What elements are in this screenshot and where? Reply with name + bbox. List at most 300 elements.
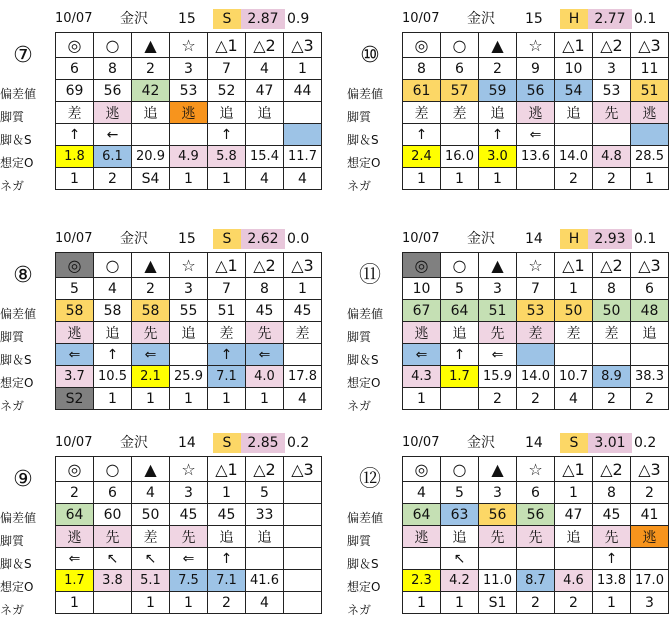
negative-row: [56, 388, 322, 410]
running-style-cell: 追: [441, 526, 479, 548]
horse-number-cell: 1: [284, 278, 322, 300]
race-header: [55, 6, 315, 32]
race-header: [402, 430, 662, 456]
negative-cell: 1: [479, 168, 517, 190]
score-row: [56, 80, 322, 102]
mark-cell: ☆: [517, 253, 555, 278]
odds-cell: 7.5: [170, 570, 208, 592]
row-label-score: 偏差値: [347, 511, 384, 525]
score-cell: 64: [56, 504, 94, 526]
mark-cell: △1: [208, 33, 246, 58]
odds-row: [56, 570, 322, 592]
mark-cell: △2: [246, 457, 284, 482]
running-style-cell: 差: [284, 322, 322, 344]
pace-cell: [555, 124, 593, 146]
running-style-cell: 先: [94, 526, 132, 548]
pace-cell: [170, 124, 208, 146]
score-cell: 51: [208, 300, 246, 322]
odds-cell: 17.0: [631, 570, 669, 592]
negative-cell: 4: [284, 388, 322, 410]
odds-cell: 8.9: [593, 366, 631, 388]
pace-cell: ↑: [208, 124, 246, 146]
negative-cell: 1: [631, 168, 669, 190]
score-cell: 45: [593, 504, 631, 526]
mark-cell: ◎: [403, 33, 441, 58]
running-style-row: [403, 526, 669, 548]
score-cell: 47: [555, 504, 593, 526]
horse-number-cell: 9: [517, 58, 555, 80]
horse-number-cell: 7: [208, 58, 246, 80]
negative-cell: 1: [132, 592, 170, 614]
row-label-nega: ネガ: [347, 179, 372, 193]
negative-cell: 4: [246, 592, 284, 614]
row-label-style: 脚質: [347, 534, 372, 548]
row-label-pace: 脚＆S: [0, 353, 32, 367]
score-cell: 69: [56, 80, 94, 102]
score-cell: 53: [593, 80, 631, 102]
running-style-cell: 差: [132, 526, 170, 548]
horse-number-cell: 8: [246, 278, 284, 300]
race-header: [55, 430, 315, 456]
negative-cell: 4: [284, 168, 322, 190]
track-condition-badge: S: [213, 229, 241, 249]
horse-number-cell: 2: [631, 482, 669, 504]
score-cell: 50: [132, 504, 170, 526]
mark-cell: ○: [94, 33, 132, 58]
mark-cell: △3: [284, 253, 322, 278]
negative-cell: 1: [441, 592, 479, 614]
score-cell: 60: [94, 504, 132, 526]
pace-cell: [284, 548, 322, 570]
odds-cell: 3.8: [94, 570, 132, 592]
row-label-style: 脚質: [347, 330, 372, 344]
mark-cell: △2: [246, 33, 284, 58]
pace-row: [56, 124, 322, 146]
race-index-diff: 0.2: [287, 435, 310, 451]
race-number: ⑩: [360, 43, 380, 68]
horse-number-cell: 5: [246, 482, 284, 504]
negative-row: [56, 592, 322, 614]
race-card: [347, 430, 664, 617]
mark-cell: ☆: [170, 33, 208, 58]
negative-cell: 1: [403, 388, 441, 410]
odds-cell: 7.1: [208, 366, 246, 388]
race-index-diff: 0.1: [634, 231, 657, 247]
race-grid: [55, 252, 322, 410]
mark-cell: ☆: [170, 457, 208, 482]
row-label-odds: 想定O: [0, 376, 34, 390]
row-label-nega: ネガ: [0, 399, 25, 413]
score-cell: 53: [517, 300, 555, 322]
horse-number-cell: 1: [555, 278, 593, 300]
odds-cell: 38.3: [631, 366, 669, 388]
mark-row: [56, 457, 322, 482]
horse-number-cell: 2: [56, 482, 94, 504]
race-distance: 15: [178, 11, 196, 27]
race-course: 金沢: [120, 435, 148, 451]
score-row: [403, 504, 669, 526]
score-cell: 44: [284, 80, 322, 102]
row-label-style: 脚質: [0, 330, 25, 344]
mark-cell: ◎: [403, 457, 441, 482]
score-cell: 45: [170, 504, 208, 526]
mark-cell: ▲: [132, 33, 170, 58]
pace-cell: ⇐: [56, 548, 94, 570]
score-cell: 50: [593, 300, 631, 322]
score-row: [56, 504, 322, 526]
row-label-pace: 脚＆S: [0, 133, 32, 147]
running-style-cell: 先: [170, 526, 208, 548]
race-date: 10/07: [55, 231, 93, 246]
pace-row: [56, 344, 322, 366]
pace-cell: ↑: [479, 124, 517, 146]
mark-cell: ◎: [403, 253, 441, 278]
mark-cell: △2: [593, 33, 631, 58]
negative-cell: 2: [555, 168, 593, 190]
odds-cell: 15.4: [246, 146, 284, 168]
score-cell: 64: [403, 504, 441, 526]
running-style-cell: 逃: [631, 102, 669, 124]
race-card: [0, 430, 315, 617]
horse-number-cell: 5: [441, 278, 479, 300]
race-number: ⑧: [13, 263, 33, 288]
odds-cell: 4.3: [403, 366, 441, 388]
odds-cell: 2.1: [132, 366, 170, 388]
horse-number-cell: [284, 482, 322, 504]
mark-cell: ◎: [56, 253, 94, 278]
row-label-score: 偏差値: [0, 307, 37, 321]
odds-cell: 3.0: [479, 146, 517, 168]
score-cell: 53: [170, 80, 208, 102]
mark-cell: ▲: [132, 253, 170, 278]
row-label-score: 偏差値: [0, 511, 37, 525]
odds-cell: 3.7: [56, 366, 94, 388]
row-label-style: 脚質: [0, 110, 25, 124]
pace-cell: ⇐: [517, 124, 555, 146]
race-distance: 14: [178, 435, 196, 451]
row-label-style: 脚質: [0, 534, 25, 548]
mark-cell: △3: [284, 457, 322, 482]
horse-number-cell: 3: [479, 482, 517, 504]
score-cell: 56: [479, 504, 517, 526]
race-number: ⑫: [358, 467, 381, 492]
odds-row: [403, 570, 669, 592]
negative-cell: 1: [593, 592, 631, 614]
score-row: [403, 80, 669, 102]
score-cell: 51: [631, 80, 669, 102]
mark-cell: ☆: [170, 253, 208, 278]
negative-cell: 1: [170, 388, 208, 410]
track-condition-badge: S: [213, 9, 241, 29]
pace-cell: [631, 344, 669, 366]
race-number: ⑦: [13, 43, 33, 68]
horse-number-cell: 4: [132, 482, 170, 504]
mark-cell: ○: [94, 457, 132, 482]
row-label-nega: ネガ: [0, 603, 25, 617]
score-row: [56, 300, 322, 322]
pace-cell: ↑: [441, 344, 479, 366]
horse-number-cell: 7: [208, 278, 246, 300]
score-cell: 50: [555, 300, 593, 322]
race-index-value: 2.93: [588, 229, 632, 249]
mark-cell: △3: [284, 33, 322, 58]
row-label-odds: 想定O: [347, 376, 381, 390]
odds-cell: 13.8: [593, 570, 631, 592]
horse-number-row: [56, 482, 322, 504]
pace-cell: [284, 124, 322, 146]
odds-row: [403, 146, 669, 168]
mark-cell: ▲: [479, 457, 517, 482]
pace-cell: [593, 124, 631, 146]
running-style-cell: 追: [631, 322, 669, 344]
pace-cell: ↑: [94, 344, 132, 366]
pace-cell: ⇐: [479, 344, 517, 366]
race-distance: 14: [525, 435, 543, 451]
horse-number-cell: 6: [517, 482, 555, 504]
score-cell: 58: [132, 300, 170, 322]
race-number: ⑨: [13, 467, 33, 492]
negative-cell: [517, 168, 555, 190]
odds-cell: 2.3: [403, 570, 441, 592]
running-style-cell: 追: [246, 526, 284, 548]
running-style-cell: 追: [555, 526, 593, 548]
mark-cell: △3: [631, 457, 669, 482]
horse-number-cell: 4: [403, 482, 441, 504]
odds-cell: 4.8: [593, 146, 631, 168]
horse-number-cell: 4: [94, 278, 132, 300]
running-style-row: [56, 102, 322, 124]
negative-cell: 1: [56, 168, 94, 190]
horse-number-cell: 1: [284, 58, 322, 80]
negative-cell: 1: [403, 592, 441, 614]
mark-cell: ▲: [479, 33, 517, 58]
race-grid: [402, 252, 669, 410]
race-grid: [402, 32, 669, 190]
horse-number-cell: 6: [94, 482, 132, 504]
pace-cell: ↑: [208, 344, 246, 366]
odds-cell: 1.8: [56, 146, 94, 168]
score-cell: 41: [631, 504, 669, 526]
running-style-cell: 逃: [170, 102, 208, 124]
row-label-pace: 脚＆S: [347, 353, 379, 367]
pace-cell: [593, 344, 631, 366]
horse-number-cell: 1: [555, 482, 593, 504]
running-style-cell: 逃: [56, 526, 94, 548]
race-index-diff: 0.2: [634, 435, 657, 451]
horse-number-cell: 11: [631, 58, 669, 80]
race-card: [0, 226, 317, 413]
score-cell: 45: [284, 300, 322, 322]
mark-cell: ▲: [479, 253, 517, 278]
negative-cell: 1: [403, 168, 441, 190]
odds-cell: [284, 570, 322, 592]
horse-number-cell: 5: [441, 482, 479, 504]
running-style-cell: 逃: [631, 526, 669, 548]
running-style-cell: 先: [593, 102, 631, 124]
score-cell: 42: [132, 80, 170, 102]
race-header: [55, 226, 315, 252]
race-grid: [55, 32, 322, 190]
negative-cell: 2: [593, 168, 631, 190]
race-course: 金沢: [120, 231, 148, 247]
mark-row: [403, 457, 669, 482]
mark-cell: ○: [441, 33, 479, 58]
score-cell: 33: [246, 504, 284, 526]
negative-cell: 4: [246, 168, 284, 190]
score-cell: 55: [170, 300, 208, 322]
pace-cell: ↖: [94, 548, 132, 570]
negative-cell: [284, 592, 322, 614]
running-style-row: [56, 526, 322, 548]
pace-cell: [246, 124, 284, 146]
race-card: [347, 6, 664, 193]
horse-number-cell: 3: [170, 278, 208, 300]
running-style-cell: 追: [132, 102, 170, 124]
negative-row: [403, 388, 669, 410]
odds-cell: 5.1: [132, 570, 170, 592]
race-index-value: 2.77: [588, 9, 632, 29]
odds-cell: 1.7: [441, 366, 479, 388]
mark-cell: ○: [94, 253, 132, 278]
mark-cell: △2: [246, 253, 284, 278]
pace-cell: ⇐: [246, 344, 284, 366]
mark-row: [56, 33, 322, 58]
horse-number-cell: 7: [517, 278, 555, 300]
score-cell: 64: [441, 300, 479, 322]
row-label-odds: 想定O: [0, 580, 34, 594]
row-label-score: 偏差値: [347, 87, 384, 101]
horse-number-cell: 3: [593, 58, 631, 80]
track-condition-badge: H: [560, 9, 588, 29]
pace-cell: [170, 344, 208, 366]
mark-cell: ○: [441, 457, 479, 482]
negative-cell: 2: [631, 388, 669, 410]
race-number: ⑪: [358, 263, 381, 288]
mark-row: [56, 253, 322, 278]
odds-cell: 16.0: [441, 146, 479, 168]
pace-row: [403, 344, 669, 366]
race-index-value: 2.62: [241, 229, 285, 249]
pace-cell: ↑: [593, 548, 631, 570]
pace-cell: ⇐: [170, 548, 208, 570]
mark-cell: ◎: [56, 33, 94, 58]
race-header: [402, 226, 662, 252]
odds-cell: 4.6: [555, 570, 593, 592]
pace-cell: ↖: [441, 548, 479, 570]
race-course: 金沢: [467, 231, 495, 247]
negative-cell: [441, 388, 479, 410]
score-cell: 45: [246, 300, 284, 322]
race-course: 金沢: [467, 435, 495, 451]
pace-cell: [246, 548, 284, 570]
track-condition-badge: H: [560, 229, 588, 249]
negative-cell: S2: [56, 388, 94, 410]
score-cell: 54: [555, 80, 593, 102]
pace-cell: [403, 548, 441, 570]
score-cell: 67: [403, 300, 441, 322]
odds-cell: 15.9: [479, 366, 517, 388]
race-index-value: 3.01: [588, 433, 632, 453]
mark-row: [403, 253, 669, 278]
negative-cell: 1: [208, 168, 246, 190]
horse-number-cell: 10: [403, 278, 441, 300]
row-label-odds: 想定O: [347, 156, 381, 170]
horse-number-cell: 8: [593, 278, 631, 300]
negative-row: [403, 592, 669, 614]
odds-cell: 10.7: [555, 366, 593, 388]
odds-cell: 4.0: [246, 366, 284, 388]
pace-cell: ⇐: [56, 344, 94, 366]
running-style-cell: 先: [593, 526, 631, 548]
running-style-cell: 追: [170, 322, 208, 344]
negative-cell: 1: [56, 592, 94, 614]
row-label-pace: 脚＆S: [347, 557, 379, 571]
pace-cell: [631, 548, 669, 570]
odds-cell: 7.1: [208, 570, 246, 592]
pace-row: [403, 124, 669, 146]
odds-cell: 5.8: [208, 146, 246, 168]
running-style-cell: 追: [441, 322, 479, 344]
row-label-nega: ネガ: [347, 399, 372, 413]
negative-cell: 1: [170, 168, 208, 190]
score-cell: [284, 504, 322, 526]
horse-number-cell: 3: [170, 58, 208, 80]
horse-number-cell: 6: [441, 58, 479, 80]
race-index-diff: 0.1: [634, 11, 657, 27]
odds-cell: 25.9: [170, 366, 208, 388]
horse-number-row: [403, 482, 669, 504]
race-index-value: 2.87: [241, 9, 285, 29]
pace-cell: ↑: [208, 548, 246, 570]
row-label-score: 偏差値: [0, 87, 37, 101]
race-card: [347, 226, 664, 413]
race-header: [402, 6, 662, 32]
pace-cell: [631, 124, 669, 146]
running-style-cell: 差: [403, 102, 441, 124]
odds-cell: 4.9: [170, 146, 208, 168]
running-style-cell: 差: [555, 322, 593, 344]
row-label-style: 脚質: [347, 110, 372, 124]
running-style-cell: 差: [56, 102, 94, 124]
mark-cell: △3: [631, 253, 669, 278]
odds-cell: 14.0: [555, 146, 593, 168]
horse-number-cell: 4: [246, 58, 284, 80]
score-cell: 48: [631, 300, 669, 322]
pace-cell: [284, 344, 322, 366]
pace-cell: [517, 344, 555, 366]
odds-row: [56, 146, 322, 168]
mark-cell: ☆: [517, 457, 555, 482]
race-course: 金沢: [120, 11, 148, 27]
negative-cell: 1: [441, 168, 479, 190]
odds-cell: 13.6: [517, 146, 555, 168]
running-style-cell: 追: [208, 102, 246, 124]
running-style-cell: [284, 102, 322, 124]
horse-number-row: [403, 278, 669, 300]
row-label-odds: 想定O: [0, 156, 34, 170]
running-style-cell: 逃: [94, 102, 132, 124]
negative-cell: S1: [479, 592, 517, 614]
running-style-cell: 差: [441, 102, 479, 124]
odds-cell: 14.0: [517, 366, 555, 388]
row-label-pace: 脚＆S: [0, 557, 32, 571]
race-distance: 14: [525, 231, 543, 247]
horse-number-cell: 2: [479, 58, 517, 80]
running-style-cell: 逃: [403, 322, 441, 344]
running-style-cell: 差: [208, 322, 246, 344]
negative-cell: 4: [555, 388, 593, 410]
horse-number-cell: 3: [479, 278, 517, 300]
